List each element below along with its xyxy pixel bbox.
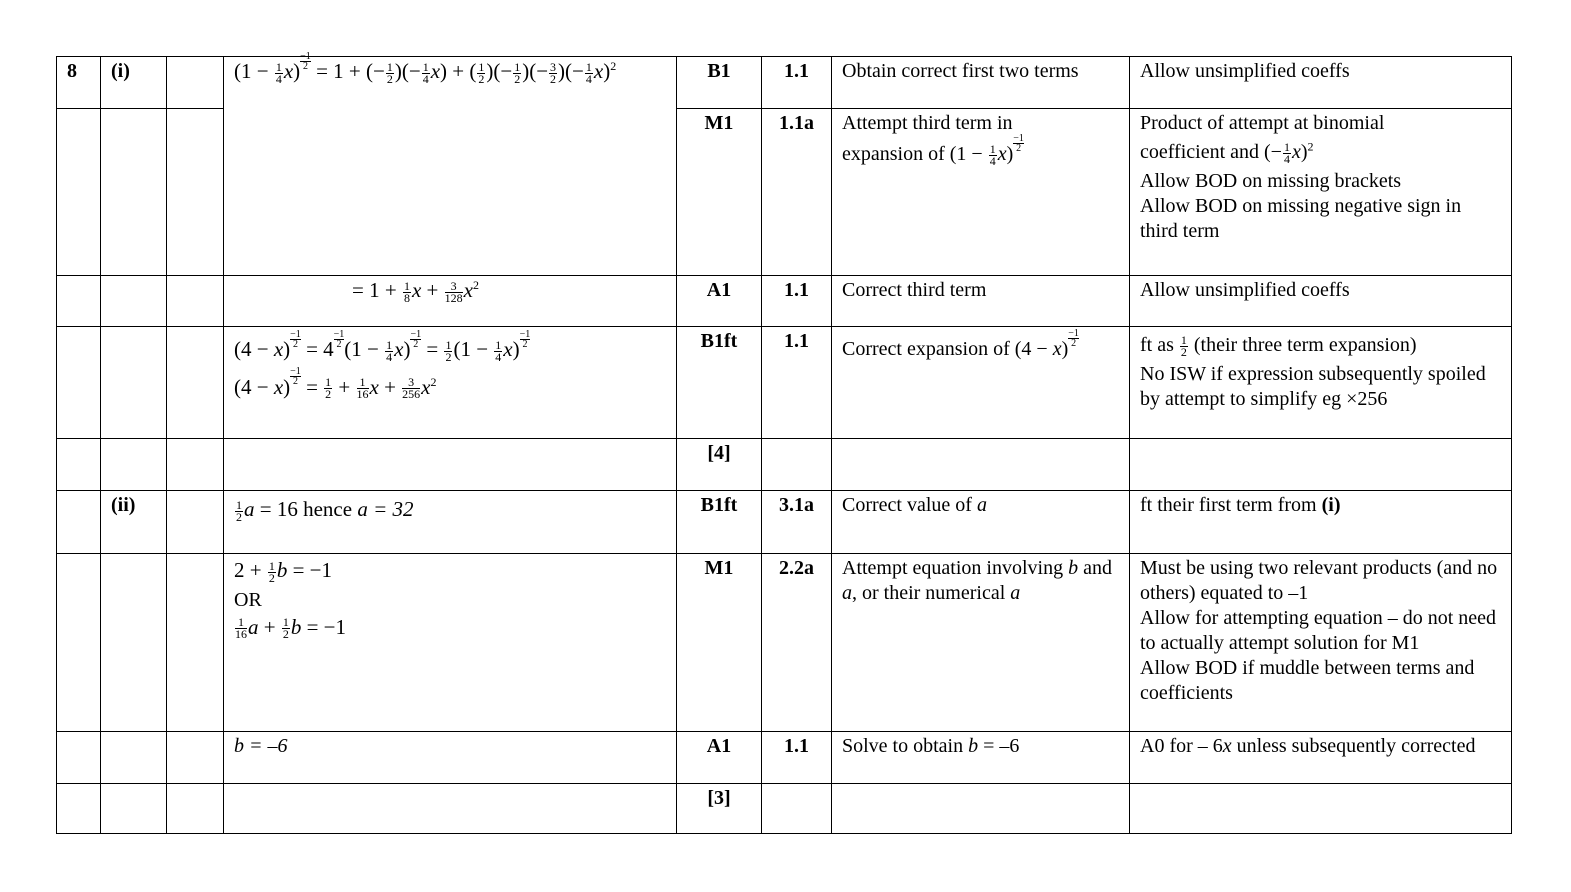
binomial-expansion-formula: (1 − $\frac{1}{4}$ x) $\frac{-1}{2}$ = 1 + (− $\frac{1}{2}$ )(− $\frac{1}{4}$ x) + ( $\frac{1}{2}$ )(− $\frac{1}{2}$ )(− $\frac{3}{2}$ )(− $\frac{1}{4}$ x)$^2$ [234,50,617,86]
blank-cell [224,439,677,491]
table-row [57,784,1512,834]
mark-code: A1 [677,276,762,327]
blank-cell [167,784,224,834]
blank-cell [101,784,167,834]
blank-cell [101,439,167,491]
description: Attempt equation involving b and a, or their numerical a [832,554,1130,732]
guidance-line: Must be using two relevant products (and no others) equated to –1 [1140,557,1498,604]
guidance-text: (their three term expansion) [1193,334,1417,356]
blank-cell [167,439,224,491]
description: Correct third term [832,276,1130,327]
blank-cell [167,109,224,276]
description: Obtain correct first two terms [832,57,1130,109]
mark-code: B1 [677,57,762,109]
table-row [57,276,1512,327]
blank-cell [101,732,167,784]
guidance: Allow unsimplified coeffs [1130,276,1512,327]
ao-code: 1.1 [762,327,832,439]
blank-cell [57,554,101,732]
description: Solve to obtain b = –6 [832,732,1130,784]
guidance-text: ×256 [1346,388,1388,410]
question-number: 8 [57,57,101,109]
blank-cell [224,784,677,834]
description-line: Correct expansion of (4 − x) $\frac{-1}{2}$ [842,327,1079,360]
table-row [57,439,1512,491]
total-marks: [4] [677,439,762,491]
b-value: b = –6 [234,735,288,757]
mark-scheme-table [56,50,1512,834]
blank-cell [57,439,101,491]
guidance: A0 for – 6x unless subsequently corrected [1130,732,1512,784]
table-row [57,57,1512,109]
blank-cell [167,327,224,439]
answer-cell [224,732,677,784]
table-row [57,732,1512,784]
ao-code: 1.1 [762,276,832,327]
guidance-text: No ISW if expression subsequently spoiled by attempt to simplify eg [1140,363,1486,410]
description-text: Attempt equation involving [842,557,1064,579]
blank-cell [167,57,224,109]
blank-cell [1130,784,1512,834]
guidance-text: A0 for – 6 [1140,735,1223,757]
ao-code: 2.2a [762,554,832,732]
total-marks: [3] [677,784,762,834]
alt-equation: $\frac{1}{16}$ a + $\frac{1}{2}$ b = −1 [235,614,347,642]
description-line: Attempt third term in [842,112,1013,134]
guidance-line: Allow for attempting equation – do not need to actually attempt solution for M1 [1140,607,1497,654]
blank-cell [832,784,1130,834]
blank-cell [762,439,832,491]
description [832,109,1130,276]
expansion-line: (4 − x) $\frac{-1}{2}$ = 4 $\frac{-1}{2}$ (1 − $\frac{1}{4}$ x) $\frac{-1}{2}$ = $\frac{1}{2}$ (1 − $\frac{1}{4}$ x) $\frac{-1}{2}$ [234,328,531,364]
answer-cell [224,327,677,439]
table-row [57,554,1512,732]
guidance-line: ft as $\frac{1}{2}$ (their three term expansion) [1140,332,1417,359]
description: Correct value of a [832,491,1130,554]
expansion-line: (4 − x) $\frac{-1}{2}$ = $\frac{1}{2}$ + $\frac{1}{16}$ x + $\frac{3}{256}$ $x^2$ [234,366,437,402]
a-equation: $\frac{1}{2}$ a = 16 hence a = 32 [236,497,414,524]
guidance-line: Allow BOD if muddle between terms and coefficients [1140,657,1475,704]
blank-cell [167,491,224,554]
description-text: expansion of [842,143,945,165]
guidance-text: coefficient and [1140,141,1260,163]
blank-cell [1130,439,1512,491]
third-term-result: = 1 + $\frac{1}{8}$ x + $\frac{3}{128}$ $x^2$ [352,278,479,305]
description-line: expansion of (1 − $\frac{1}{4}$ x) $\frac{-1}{2}$ [842,132,1024,168]
b-equation: 2 + $\frac{1}{2}$ b = −1 [234,558,333,585]
blank-cell [762,784,832,834]
ao-code: 1.1 [762,732,832,784]
blank-cell [101,109,167,276]
ao-code: 3.1a [762,491,832,554]
blank-cell [167,554,224,732]
description-text: and [1083,557,1112,579]
blank-cell [101,327,167,439]
guidance-line: Allow BOD on missing brackets [1140,170,1402,192]
description [832,327,1130,439]
guidance-text: unless subsequently corrected [1236,735,1476,757]
guidance-line: Allow BOD on missing negative sign in third term [1140,195,1462,242]
description-text: Correct expansion of [842,338,1010,360]
blank-cell [57,327,101,439]
blank-cell [167,276,224,327]
blank-cell [832,439,1130,491]
mark-code: B1ft [677,327,762,439]
description-text: Solve to obtain [842,735,964,757]
blank-cell [101,554,167,732]
or-text: OR [234,588,262,611]
guidance [1130,109,1512,276]
mark-code: A1 [677,732,762,784]
part-label: (ii) [101,491,167,554]
blank-cell [57,109,101,276]
blank-cell [57,784,101,834]
mark-code: B1ft [677,491,762,554]
blank-cell [57,491,101,554]
guidance-line: coefficient and (− $\frac{1}{4}$ x)$^2$ [1140,139,1314,166]
mark-code: M1 [677,109,762,276]
blank-cell [167,732,224,784]
answer-cell [224,491,677,554]
a-value: a = 32 [357,497,414,521]
hence-text: hence [303,497,353,521]
guidance-bold: (i) [1321,494,1341,516]
guidance-text: ft their first term from [1140,494,1317,516]
guidance-text: ft as [1140,334,1174,356]
answer-cell [224,554,677,732]
part-label: (i) [101,57,167,109]
description-text: Correct value of [842,494,972,516]
description-text: , or their numerical [852,582,1006,604]
blank-cell [57,276,101,327]
guidance [1130,327,1512,439]
guidance-line: Product of attempt at binomial [1140,112,1385,134]
mark-code: M1 [677,554,762,732]
guidance-line [1140,362,1503,412]
blank-cell [57,732,101,784]
answer-cell [224,50,677,276]
guidance: Allow unsimplified coeffs [1130,57,1512,109]
table-row [57,327,1512,439]
guidance [1130,554,1512,732]
guidance [1130,491,1512,554]
ao-code: 1.1 [762,57,832,109]
answer-cell [224,276,677,327]
table-row [57,491,1512,554]
blank-cell [101,276,167,327]
ao-code: 1.1a [762,109,832,276]
